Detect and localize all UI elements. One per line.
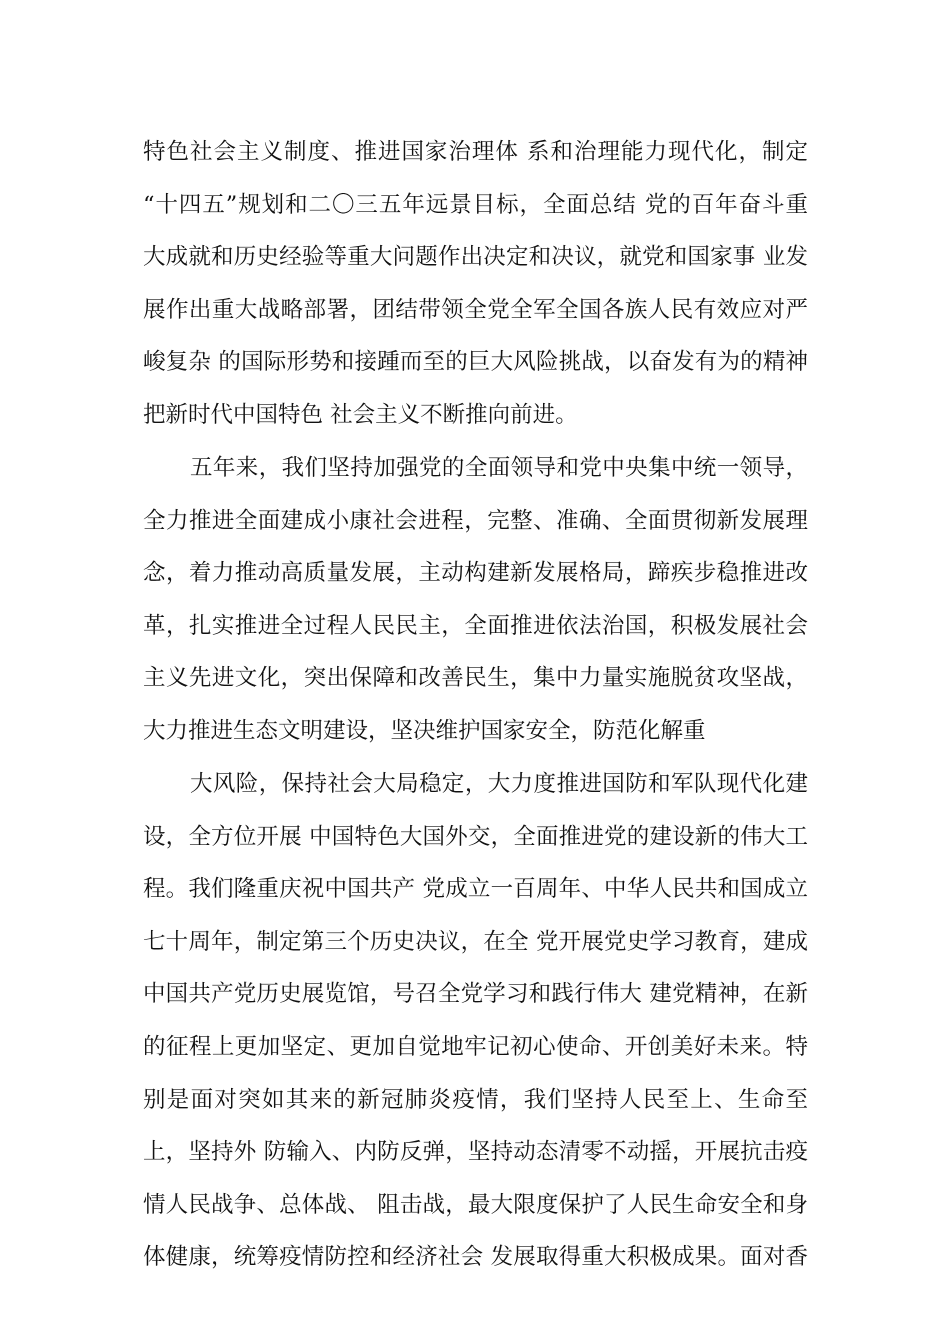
text-line: 程。我们隆重庆祝中国共产 党成立一百周年、中华人民共和国成立 — [143, 876, 808, 903]
text-line: 全力推进全面建成小康社会进程，完整、准确、全面贯彻新发展理 — [143, 507, 808, 534]
text-line: 念，着力推动高质量发展，主动构建新发展格局，蹄疾步稳推进改 — [143, 560, 808, 587]
text-line: 设，全方位开展 中国特色大国外交，全面推进党的建设新的伟大工 — [143, 823, 808, 850]
text-line: 把新时代中国特色 社会主义不断推向前进。 — [143, 401, 578, 428]
text-line: 特色社会主义制度、推进国家治理体 系和治理能力现代化，制定 — [143, 139, 808, 165]
text-line: 中国共产党历史展览馆，号召全党学习和践行伟大 建党精神，在新 — [143, 981, 808, 1008]
text-line: “十四五”规划和二〇三五年远景目标，全面总结 党的百年奋斗重 — [143, 191, 808, 218]
text-line: 别是面对突如其来的新冠肺炎疫情，我们坚持人民至上、生命至 — [143, 1086, 808, 1113]
paragraph-2 — [143, 442, 808, 758]
text-line: 的征程上更加坚定、更加自觉地牢记初心使命、开创美好未来。特 — [143, 1033, 808, 1060]
text-line: 展作出重大战略部署，团结带领全党全军全国各族人民有效应对严 — [143, 296, 808, 323]
text-line: 上，坚持外 防输入、内防反弹，坚持动态清零不动摇，开展抗击疫 — [143, 1139, 808, 1166]
paragraph-1 — [143, 126, 808, 442]
text-line: 五年来，我们坚持加强党的全面领导和党中央集中统一领导， — [190, 455, 808, 481]
text-line: 体健康，统筹疫情防控和经济社会 发展取得重大积极成果。面对香 — [143, 1244, 808, 1271]
text-line: 情人民战争、总体战、 阻击战，最大限度保护了人民生命安全和身 — [143, 1191, 808, 1218]
text-line: 大成就和历史经验等重大问题作出决定和决议，就党和国家事 业发 — [143, 244, 808, 271]
text-line: 主义先进文化，突出保障和改善民生，集中力量实施脱贫攻坚战， — [143, 665, 808, 692]
text-line: 革，扎实推进全过程人民民主，全面推进依法治国，积极发展社会 — [143, 612, 808, 639]
text-line: 峻复杂 的国际形势和接踵而至的巨大风险挑战，以奋发有为的精神 — [143, 349, 808, 376]
paragraph-3 — [143, 758, 808, 1284]
text-line: 七十周年，制定第三个历史决议，在全 党开展党史学习教育，建成 — [143, 928, 808, 955]
text-line: 大风险，保持社会大局稳定，大力度推进国防和军队现代化建 — [190, 771, 808, 797]
text-line: 大力推进生态文明建设，坚决维护国家安全，防范化解重 — [143, 717, 706, 744]
